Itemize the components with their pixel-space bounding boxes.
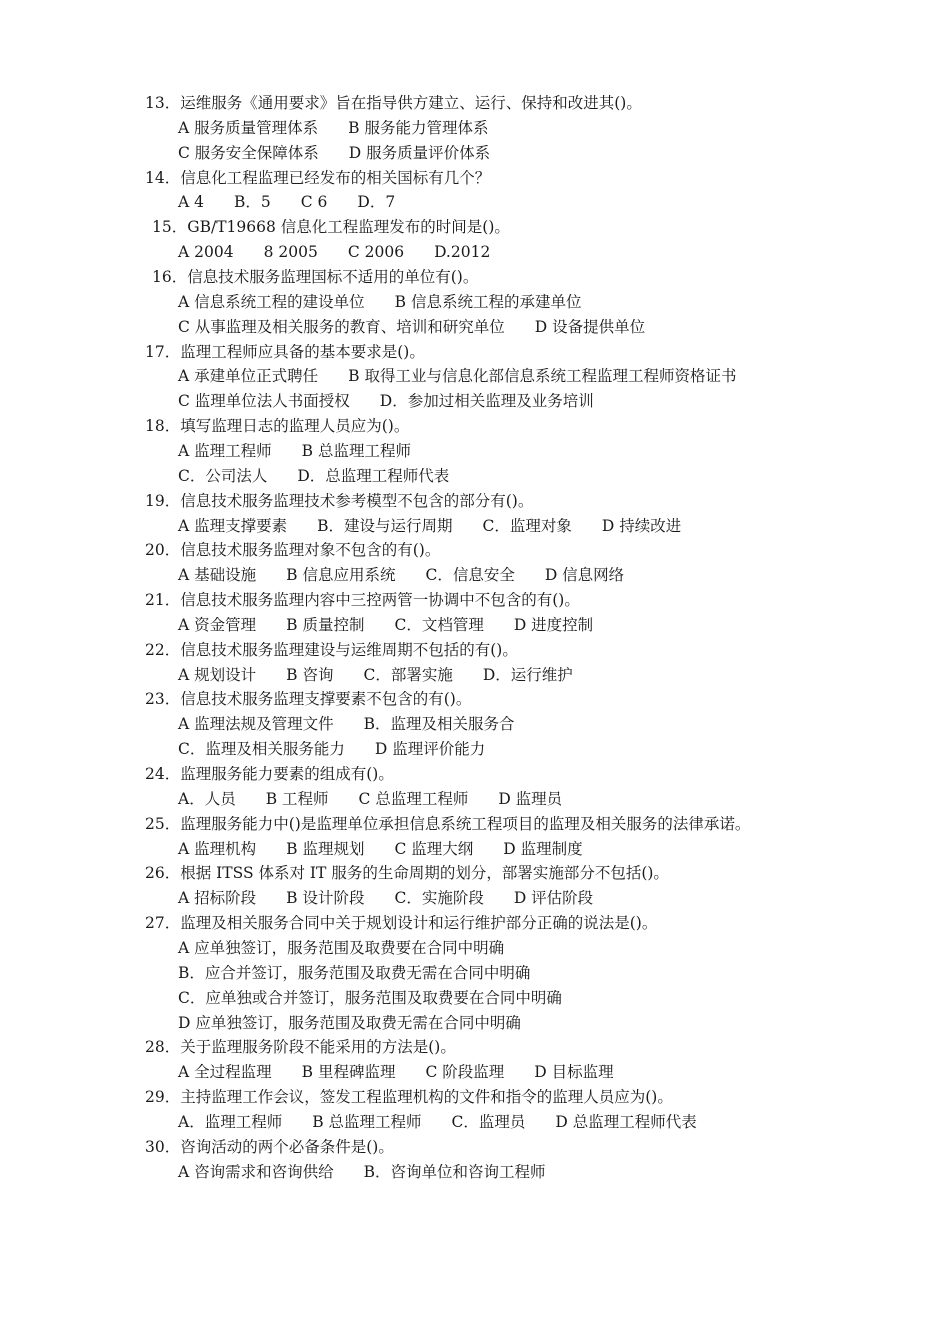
option-line xyxy=(178,1112,697,1132)
option-text: A 监理机构 xyxy=(178,839,257,858)
option-text: D 评估阶段 xyxy=(513,889,594,908)
option-line xyxy=(178,366,736,386)
option-text: B 设计阶段 xyxy=(286,889,365,908)
option-text: C．部署实施 xyxy=(363,665,453,684)
option-text: A 全过程监理 xyxy=(178,1063,272,1082)
option-text: B 工程师 xyxy=(265,789,329,808)
option-line xyxy=(178,391,594,411)
option-text: A 规划设计 xyxy=(178,665,257,684)
option-line xyxy=(178,963,530,983)
question-stem: 18．填写监理日志的监理人员应为()。 xyxy=(145,417,410,436)
option-line xyxy=(178,888,593,908)
option-text: B 取得工业与信息化部信息系统工程监理工程师资格证书 xyxy=(348,367,737,386)
question-stem: 22．信息技术服务监理建设与运维周期不包括的有()。 xyxy=(145,640,518,659)
option-text: A 监理支撑要素 xyxy=(178,516,288,535)
option-text: D 服务质量评价体系 xyxy=(348,143,491,162)
option-text: D．运行维护 xyxy=(482,665,573,684)
question-stem: 13．运维服务《通用要求》旨在指导供方建立、运行、保持和改进其()。 xyxy=(145,94,642,112)
option-line xyxy=(178,615,593,635)
option-line xyxy=(178,714,515,734)
option-line xyxy=(178,988,562,1008)
question-stem: 27．监理及相关服务合同中关于规划设计和运行维护部分正确的说法是()。 xyxy=(145,914,658,933)
option-text: D.2012 xyxy=(434,243,491,262)
option-text: A．监理工程师 xyxy=(178,1112,283,1131)
option-text: C．监理及相关服务能力 xyxy=(178,740,345,759)
question-stem: 14．信息化工程监理已经发布的相关国标有几个？ xyxy=(145,168,491,187)
option-text: A 招标阶段 xyxy=(178,889,257,908)
option-line xyxy=(178,1013,521,1033)
option-text: A 信息系统工程的建设单位 xyxy=(178,292,365,311)
option-line xyxy=(178,789,562,809)
option-text: B 信息应用系统 xyxy=(286,566,396,585)
option-text: C．公司法人 xyxy=(178,466,268,485)
question-stem: 28．关于监理服务阶段不能采用的方法是()。 xyxy=(145,1038,456,1057)
option-text: D 设备提供单位 xyxy=(534,317,646,336)
option-text: A 4 xyxy=(178,193,204,212)
option-line xyxy=(178,938,504,958)
option-text: C 监理单位法人书面授权 xyxy=(178,392,350,411)
option-line xyxy=(178,441,411,461)
option-text: B 监理规划 xyxy=(286,839,365,858)
option-text: A 咨询需求和咨询供给 xyxy=(178,1162,334,1181)
option-text: A 资金管理 xyxy=(178,615,257,634)
option-text: A 监理法规及管理文件 xyxy=(178,715,334,734)
option-line xyxy=(178,516,681,536)
option-text: D 持续改进 xyxy=(601,516,682,535)
option-text: D．总监理工程师代表 xyxy=(297,466,450,485)
option-text: A 应单独签订，服务范围及取费要在合同中明确 xyxy=(178,938,505,957)
option-line xyxy=(178,143,490,163)
question-stem: 21．信息技术服务监理内容中三控两管一协调中不包含的有()。 xyxy=(145,591,580,609)
question-stem: 24．监理服务能力要素的组成有()。 xyxy=(145,765,394,783)
option-text: C．应单独或合并签订，服务范围及取费要在合同中明确 xyxy=(178,988,562,1007)
option-line xyxy=(178,118,488,138)
option-line xyxy=(178,1162,546,1182)
option-text: C 从事监理及相关服务的教育、培训和研究单位 xyxy=(178,317,505,336)
question-stem: 26．根据 ITSS 体系对 IT 服务的生命周期的划分，部署实施部分不包括()。 xyxy=(145,864,669,883)
option-text: C．文档管理 xyxy=(394,615,484,634)
option-text: D 监理制度 xyxy=(503,839,583,858)
option-text: B．应合并签订，服务范围及取费无需在合同中明确 xyxy=(178,963,531,982)
option-text: B．建设与运行周期 xyxy=(317,516,453,535)
option-text: D 目标监理 xyxy=(534,1063,614,1082)
option-text: A 服务质量管理体系 xyxy=(178,118,319,137)
option-text: C 阶段监理 xyxy=(425,1063,505,1082)
option-text: D．参加过相关监理及业务培训 xyxy=(379,392,594,411)
option-text: B 服务能力管理体系 xyxy=(348,118,489,137)
option-text: 8 2005 xyxy=(263,243,318,262)
option-text: D 总监理工程师代表 xyxy=(555,1112,697,1131)
option-text: A 2004 xyxy=(178,243,234,262)
option-text: B．5 xyxy=(233,193,271,212)
option-text: C 6 xyxy=(300,193,328,212)
option-text: C 2006 xyxy=(347,243,405,262)
option-line xyxy=(178,839,583,859)
option-text: B 信息系统工程的承建单位 xyxy=(394,292,582,311)
question-stem: 30．咨询活动的两个必备条件是()。 xyxy=(145,1137,394,1156)
option-text: B 总监理工程师 xyxy=(312,1112,422,1131)
question-stem: 23．信息技术服务监理支撑要素不包含的有()。 xyxy=(145,690,472,709)
option-text: B．咨询单位和咨询工程师 xyxy=(363,1162,546,1181)
option-line xyxy=(178,242,490,262)
option-line xyxy=(178,1062,614,1082)
option-line xyxy=(178,565,624,585)
option-text: B 咨询 xyxy=(286,665,334,684)
option-text: C 总监理工程师 xyxy=(358,789,469,808)
option-line xyxy=(178,292,581,312)
option-text: A 承建单位正式聘任 xyxy=(178,367,319,386)
question-stem: 29．主持监理工作会议，签发工程监理机构的文件和指令的监理人员应为()。 xyxy=(145,1088,673,1106)
question-stem: 16．信息技术服务监理国标不适用的单位有()。 xyxy=(152,268,479,286)
option-text: A．人员 xyxy=(178,789,236,808)
option-text: B．监理及相关服务合 xyxy=(363,715,515,734)
option-text: B 总监理工程师 xyxy=(301,441,411,460)
option-line xyxy=(178,317,645,337)
option-line xyxy=(178,739,485,759)
question-stem: 15．GB/T19668 信息化工程监理发布的时间是()。 xyxy=(152,218,510,237)
question-stem: 17．监理工程师应具备的基本要求是()。 xyxy=(145,342,425,361)
option-text: B 质量控制 xyxy=(286,615,365,634)
question-stem: 19．信息技术服务监理技术参考模型不包含的部分有()。 xyxy=(145,491,534,510)
option-line xyxy=(178,665,573,685)
option-text: D 应单独签订，服务范围及取费无需在合同中明确 xyxy=(178,1013,521,1032)
option-text: D 信息网络 xyxy=(544,566,625,585)
question-stem: 20．信息技术服务监理对象不包含的有()。 xyxy=(145,541,441,560)
option-text: C．监理对象 xyxy=(482,516,572,535)
option-text: C．实施阶段 xyxy=(394,889,484,908)
option-text: C 服务安全保障体系 xyxy=(178,143,319,162)
option-line xyxy=(178,466,449,486)
option-text: A 基础设施 xyxy=(178,566,257,585)
option-text: D 监理评价能力 xyxy=(374,740,486,759)
option-line xyxy=(178,192,395,212)
option-text: A 监理工程师 xyxy=(178,441,272,460)
option-text: C．监理员 xyxy=(451,1112,526,1131)
option-text: B 里程碑监理 xyxy=(301,1063,396,1082)
option-text: C．信息安全 xyxy=(425,566,515,585)
question-stem: 25．监理服务能力中()是监理单位承担信息系统工程项目的监理及相关服务的法律承诺。 xyxy=(145,814,751,833)
option-text: D．7 xyxy=(357,193,396,212)
option-text: C 监理大纲 xyxy=(394,839,474,858)
option-text: D 监理员 xyxy=(498,789,563,808)
option-text: D 进度控制 xyxy=(513,615,594,634)
